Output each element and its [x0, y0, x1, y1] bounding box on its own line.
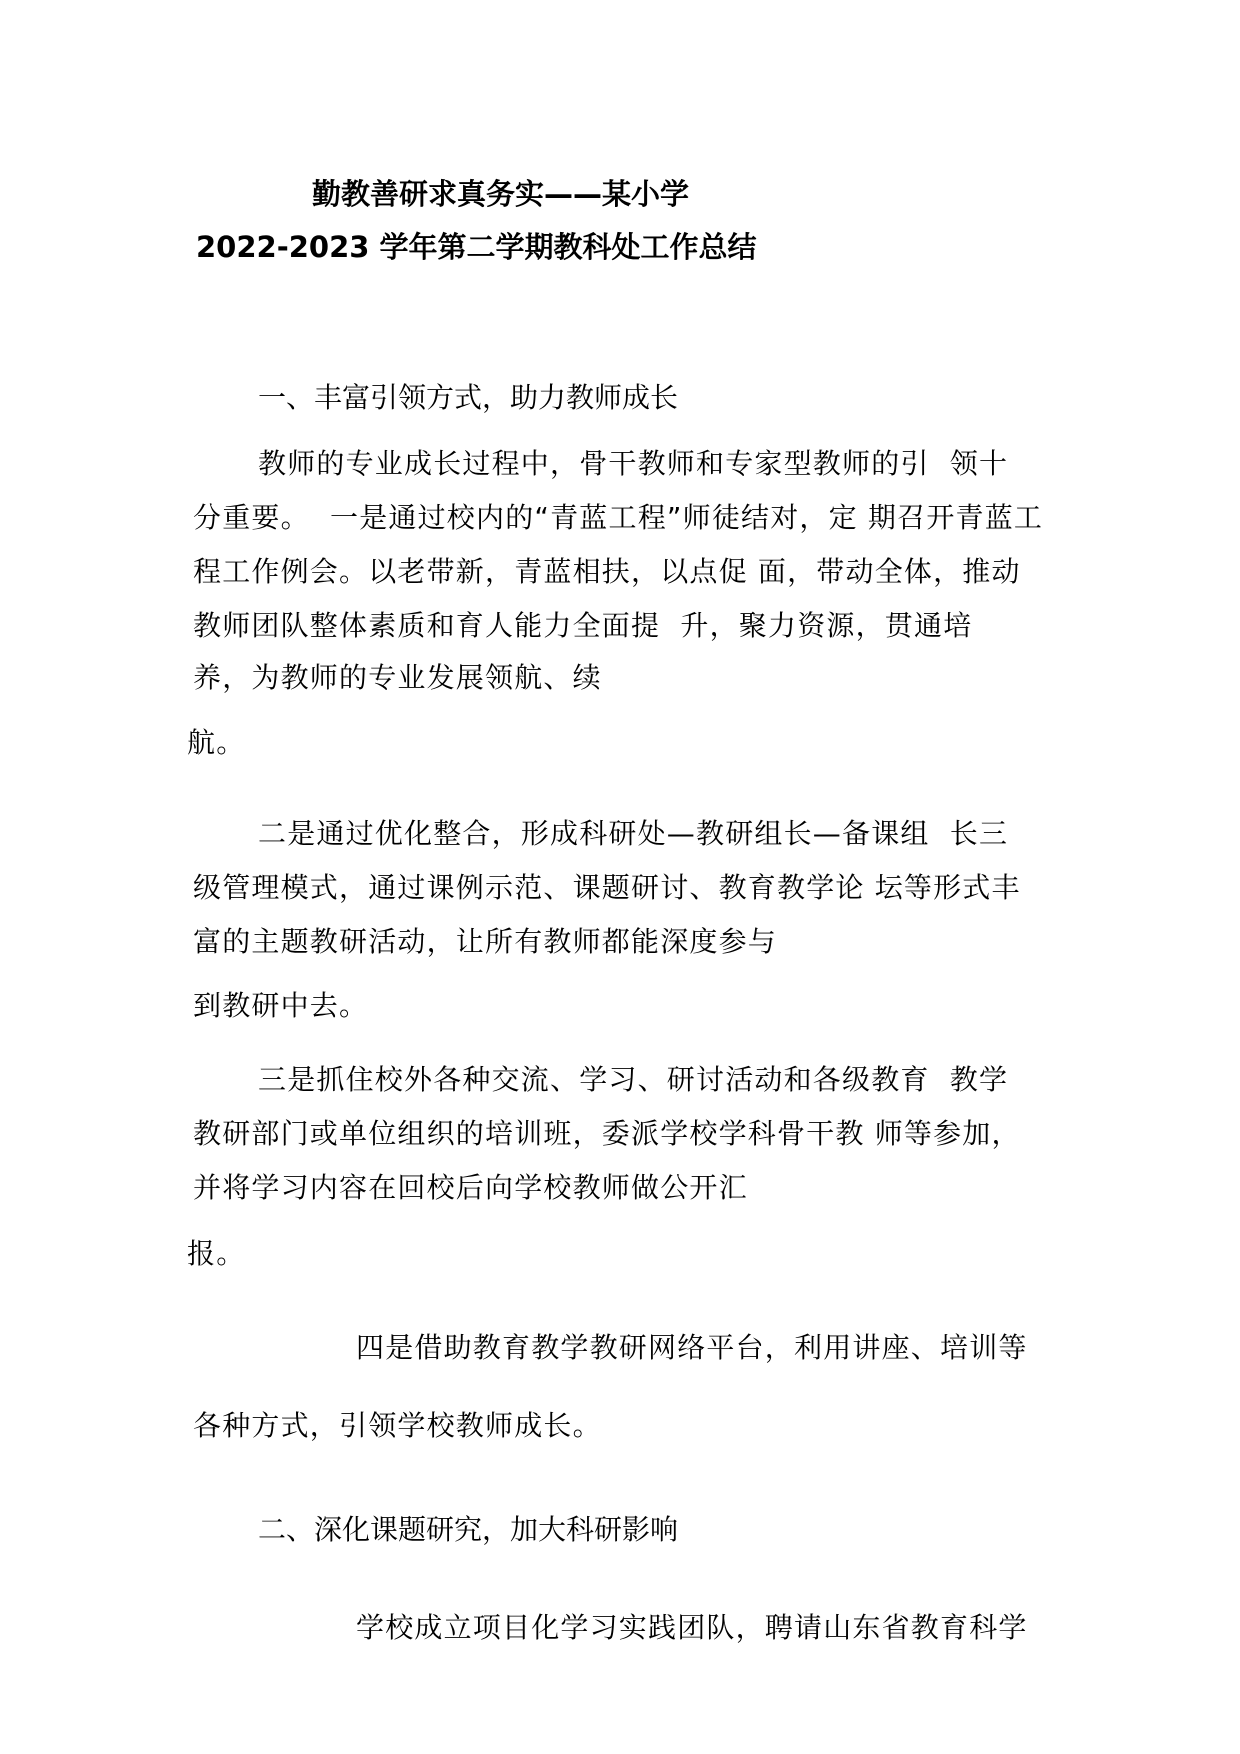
paragraph-line: 程工作例会。以老带新，青蓝相扶，以点促 面，带动全体，推动: [193, 555, 1021, 588]
paragraph-line: 航。: [187, 726, 246, 759]
paragraph-line: 教师的专业成长过程中，骨干教师和专家型教师的引 领十: [258, 447, 1009, 480]
paragraph-line: 养，为教师的专业发展领航、续: [193, 661, 602, 694]
paragraph-line: 级管理模式，通过课例示范、课题研讨、教育教学论 坛等形式丰: [193, 871, 1021, 904]
paragraph-line: 教师团队整体素质和育人能力全面提 升，聚力资源，贯通培: [193, 609, 973, 642]
paragraph-line: 分重要。 一是通过校内的“青蓝工程”师徒结对，定 期召开青蓝工: [193, 501, 1044, 534]
paragraph-line: 学校成立项目化学习实践团队，聘请山东省教育科学: [356, 1611, 1028, 1644]
section-1-heading: 一、丰富引领方式，助力教师成长: [258, 381, 679, 414]
paragraph-line: 三是抓住校外各种交流、学习、研讨活动和各级教育 教学: [258, 1063, 1009, 1096]
paragraph-line: 二是通过优化整合，形成科研处—教研组长—备课组 长三: [258, 817, 1009, 850]
document-title-line-1: 勤教善研求真务实——某小学: [312, 177, 690, 211]
paragraph-line: 富的主题教研活动，让所有教师都能深度参与: [193, 925, 778, 958]
paragraph-line: 到教研中去。: [193, 989, 369, 1022]
paragraph-line: 四是借助教育教学教研网络平台，利用讲座、培训等: [356, 1331, 1028, 1364]
document-title-line-2: 2022-2023 学年第二学期教科处工作总结: [196, 230, 757, 264]
section-2-heading: 二、深化课题研究，加大科研影响: [258, 1513, 679, 1546]
paragraph-line: 各种方式，引领学校教师成长。: [193, 1409, 602, 1442]
paragraph-line: 并将学习内容在回校后向学校教师做公开汇: [193, 1171, 748, 1204]
paragraph-line: 报。: [187, 1237, 246, 1270]
paragraph-line: 教研部门或单位组织的培训班，委派学校学科骨干教 师等参加，: [193, 1117, 1021, 1150]
